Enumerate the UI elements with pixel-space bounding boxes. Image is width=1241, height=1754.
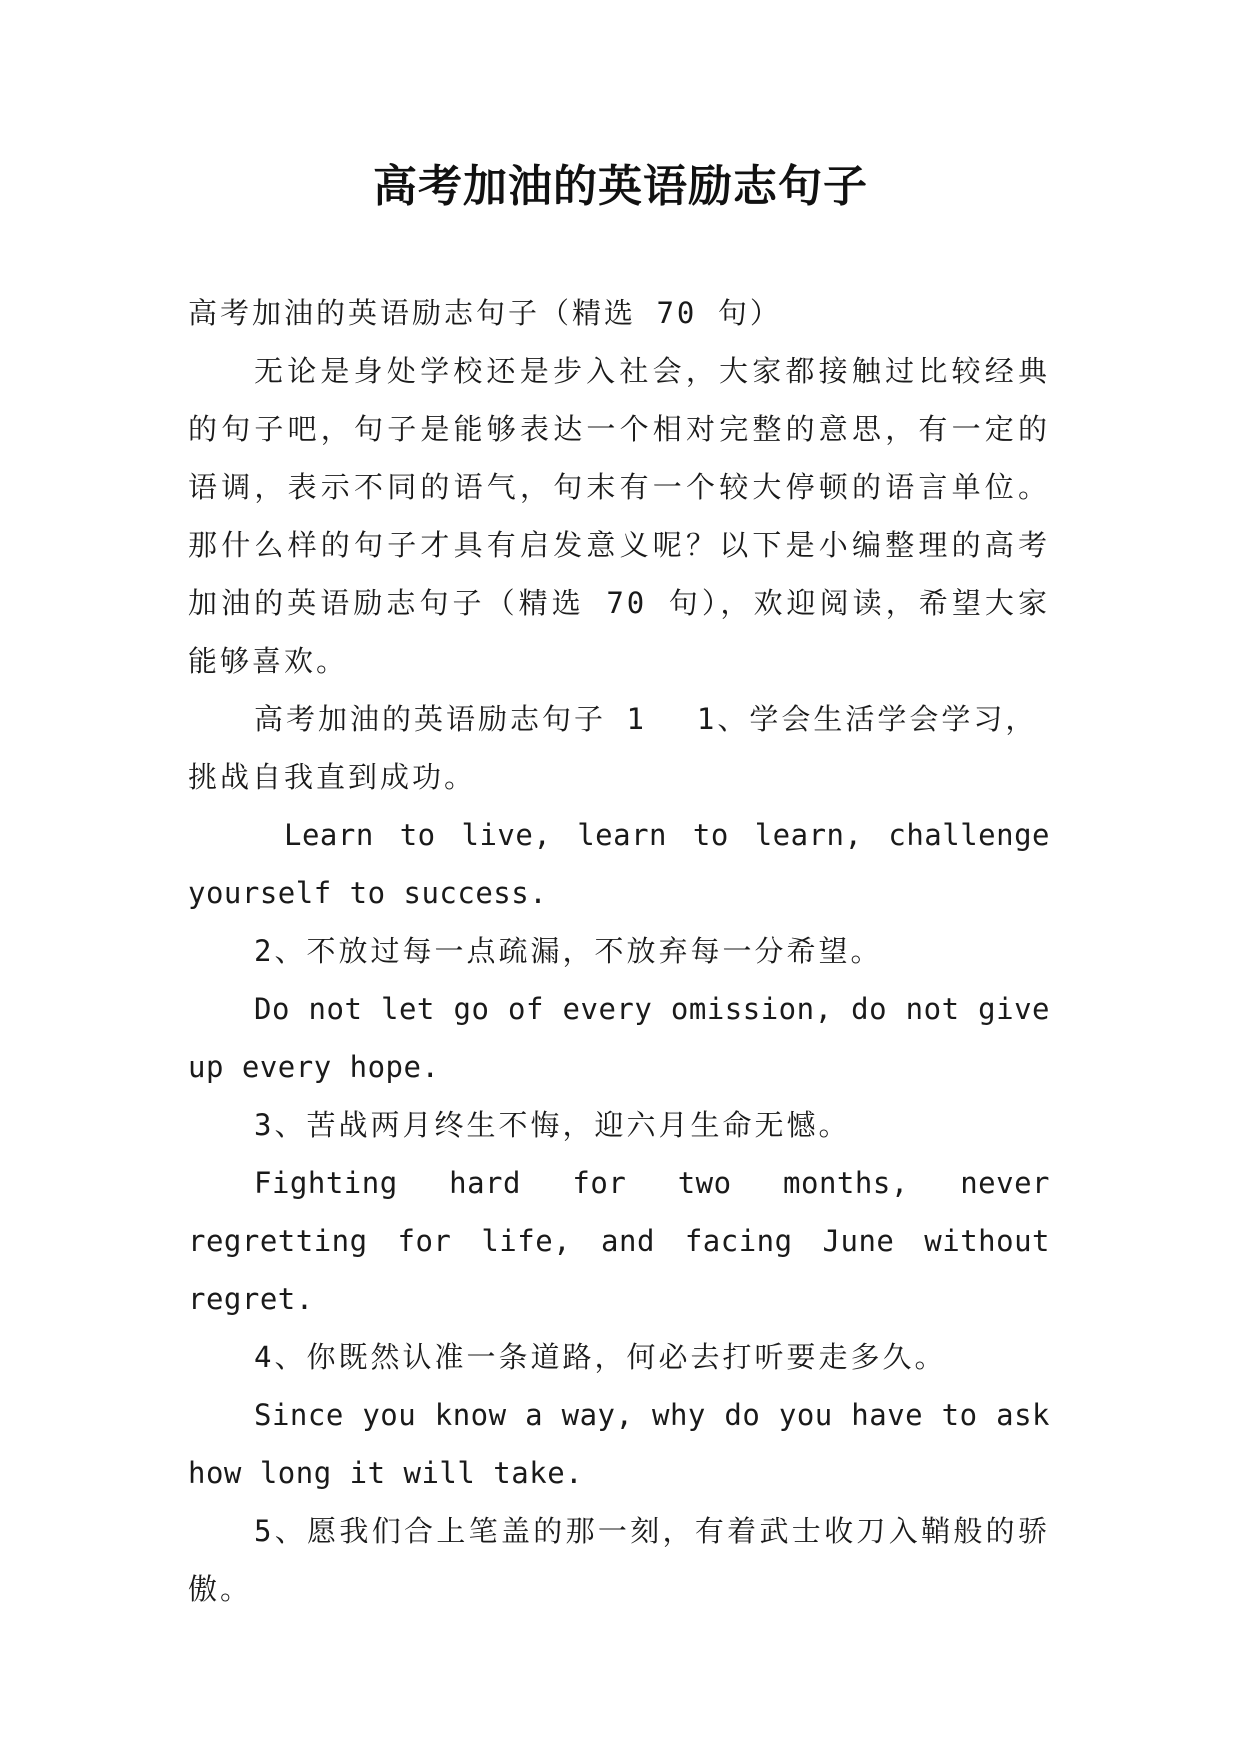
item-4-cn: 4、你既然认准一条道路，何必去打听要走多久。 <box>254 1340 947 1374</box>
item-2-en: Do not let go of every omission, do not give up every hope. <box>188 992 1050 1084</box>
item-3-cn: 3、苦战两月终生不悔，迎六月生命无憾。 <box>254 1108 851 1142</box>
item-1-en: Learn to live, learn to learn, challenge yourself to success. <box>188 818 1050 910</box>
item-3-en: Fighting hard for two months, never regretting for life, and facing June without regret. <box>188 1166 1050 1316</box>
document-title: 高考加油的英语励志句子 <box>373 161 868 212</box>
section-heading: 高考加油的英语励志句子 1 <box>254 702 647 736</box>
document-body <box>188 284 1050 1618</box>
item-1-cn: 1、学会生活学会学习，挑战自我直到成功。 <box>188 702 1038 794</box>
document-subtitle: 高考加油的英语励志句子（精选 70 句） <box>188 296 782 330</box>
item-4-en: Since you know a way, why do you have to ask how long it will take. <box>188 1398 1050 1490</box>
intro-paragraph: 无论是身处学校还是步入社会，大家都接触过比较经典的句子吧，句子是能够表达一个相对完整的意思，有一定的语调，表示不同的语气，句末有一个较大停顿的语言单位。那什么样的句子才具有启发意义呢？以下是小编整理的高考加油的英语励志句子（精选 70 句），欢迎阅读，希望大家能够喜欢。 <box>188 354 1050 678</box>
item-2-cn: 2、不放过每一点疏漏，不放弃每一分希望。 <box>254 934 883 968</box>
item-5-cn: 5、愿我们合上笔盖的那一刻，有着武士收刀入鞘般的骄傲。 <box>188 1514 1050 1606</box>
section-paragraph <box>188 690 1050 806</box>
